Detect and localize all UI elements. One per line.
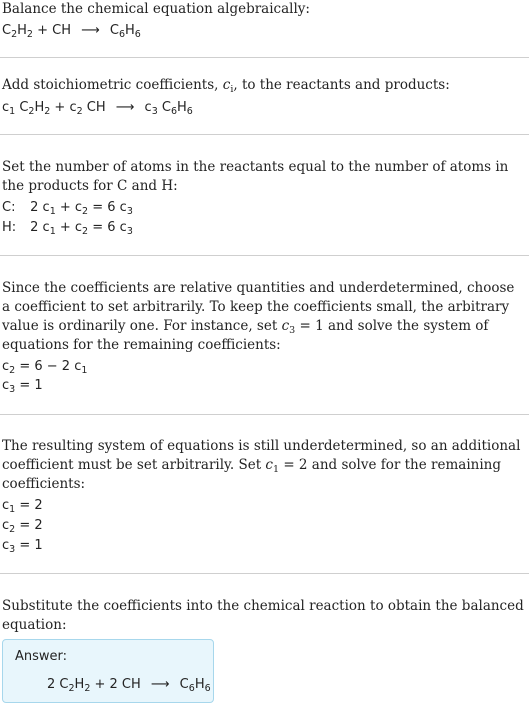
divider: [0, 134, 529, 135]
step6-instruction: Substitute the coefficients into the chemical reaction to obtain the balanced equation:: [2, 598, 524, 633]
step5-result-c3: $c_3 = 1$: [2, 538, 43, 555]
step4-instruction: Since the coefficients are relative quantities and underdetermined, choose a coefficient to set arbitrarily. To keep the coefficients small, the arbitrary value is ordinarily one. For instance, set $c_3 = 1$ and solve the system of equations for the remaining coefficients:: [2, 280, 515, 353]
step2-equation: $c_1$ $C_2H_2 + c_2$ CH ⟶ $c_3$ $C_6H_6$: [2, 100, 193, 117]
atom-balance-row-h: H: 2 $c_1 + c_2 = 6$ $c_3$: [2, 220, 133, 237]
divider: [0, 414, 529, 415]
atom-balance-row-c: C: 2 $c_1 + c_2 = 6$ $c_3$: [2, 200, 133, 217]
step3-instruction: Set the number of atoms in the reactants equal to the number of atoms in the products for C and H:: [2, 159, 509, 194]
step5-result-c1: $c_1 = 2$: [2, 498, 43, 515]
step5-result-c2: $c_2 = 2$: [2, 518, 43, 535]
step4-result-c3: $c_3 = 1$: [2, 378, 43, 395]
divider: [0, 573, 529, 574]
step1-instruction: Balance the chemical equation algebraically:: [2, 1, 310, 17]
answer-equation: 2 $C_2H_2 + 2$ CH ⟶ $C_6H_6$: [47, 677, 211, 694]
step2-instruction: Add stoichiometric coefficients, $c_i$, to the reactants and products:: [2, 77, 450, 95]
divider: [0, 57, 529, 58]
step5-instruction: The resulting system of equations is still underdetermined, so an additional coefficient must be set arbitrarily. Set $c_1 = 2$ and solve for the remaining coefficients:: [2, 438, 521, 492]
step1-equation: $C_2H_2$ + CH ⟶ $C_6H_6$: [2, 23, 141, 40]
divider: [0, 255, 529, 256]
answer-label: Answer:: [15, 649, 68, 664]
answer-box: [2, 639, 214, 703]
step4-result-c2: $c_2 = 6 - 2$ $c_1$: [2, 359, 88, 376]
